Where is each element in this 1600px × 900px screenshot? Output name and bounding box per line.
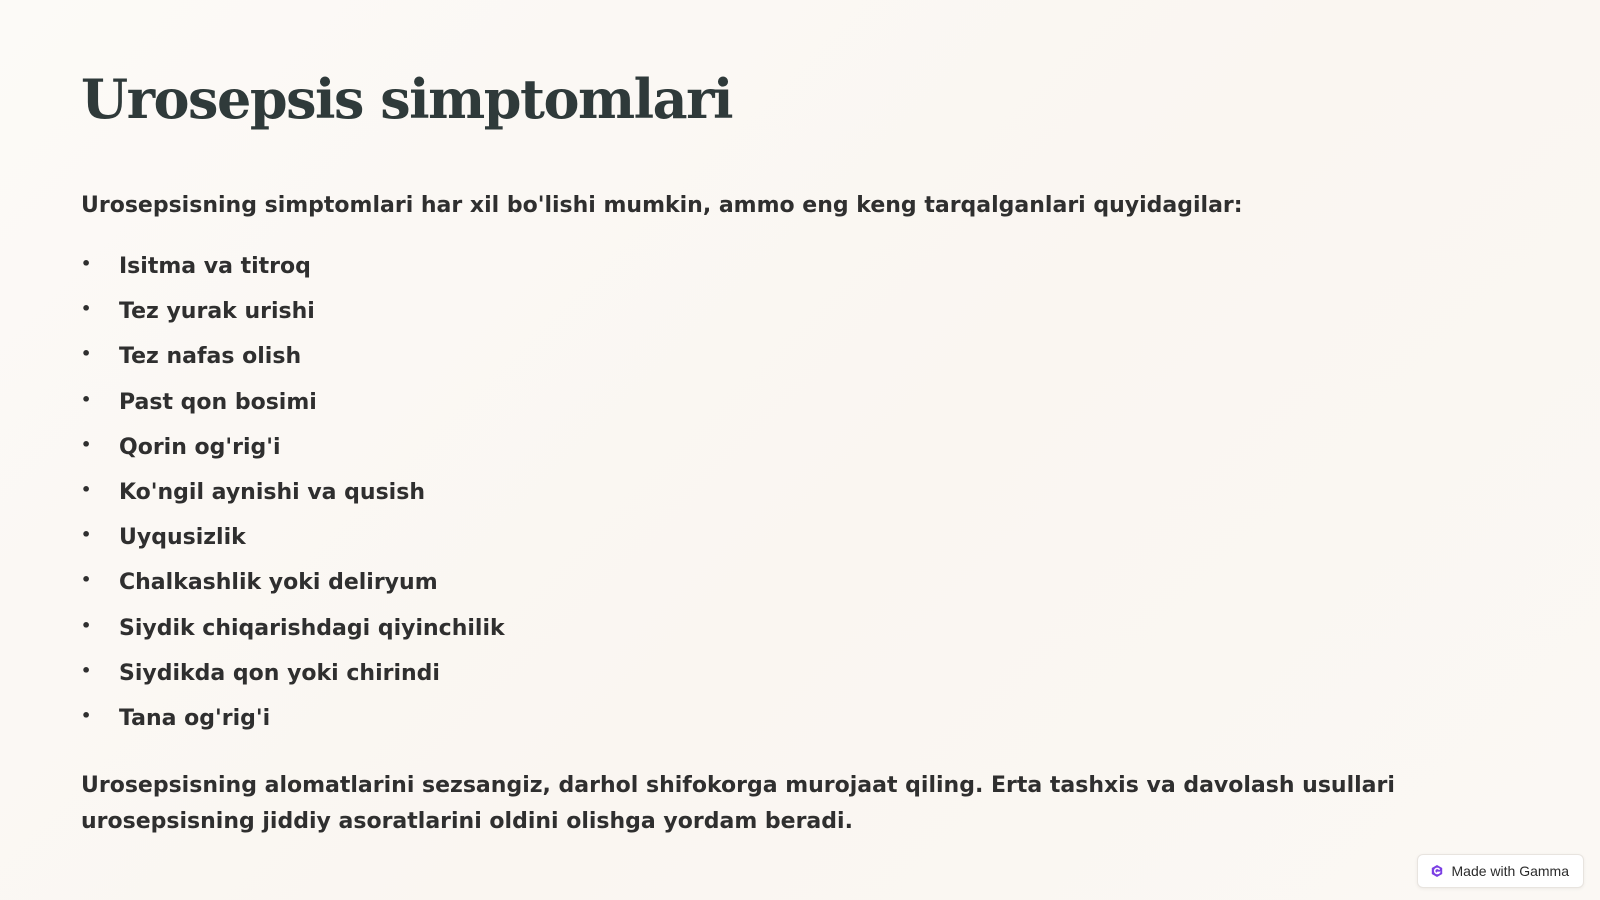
bullet-icon: •	[81, 525, 92, 545]
list-item-text: Tez nafas olish	[119, 344, 302, 370]
bullet-icon: •	[81, 434, 92, 454]
bullet-icon: •	[81, 254, 92, 273]
list-item-text: Ko'ngil aynishi va qusish	[119, 479, 425, 505]
bullet-icon: •	[81, 660, 92, 680]
bullet-icon: •	[81, 705, 92, 725]
made-with-gamma-button[interactable]	[1417, 854, 1584, 888]
list-item-text: Tana og'rig'i	[119, 705, 271, 731]
list-item-text: Chalkashlik yoki deliryum	[119, 570, 438, 596]
bullet-icon: •	[81, 570, 92, 590]
gamma-logo-icon	[1430, 864, 1444, 878]
bullet-icon: •	[81, 389, 92, 409]
badge-label: Made with Gamma	[1451, 863, 1569, 879]
outro-text: Urosepsisning alomatlarini sezsangiz, darhol shifokorga murojaat qiling. Erta tashxis va davolash usullari urosepsisning jiddiy asoratlarini oldini olishga yordam beradi.	[81, 773, 1395, 834]
bullet-icon: •	[81, 615, 92, 635]
list-item-text: Past qon bosimi	[119, 389, 317, 415]
list-item-text: Tez yurak urishi	[119, 299, 315, 325]
list-item-text: Isitma va titroq	[119, 254, 311, 279]
list-item-text: Qorin og'rig'i	[119, 434, 281, 460]
bullet-icon: •	[81, 479, 92, 499]
list-item-text: Siydik chiqarishdagi qiyinchilik	[119, 615, 505, 641]
intro-text: Urosepsisning simptomlari har xil bo'lishi mumkin, ammo eng keng tarqalganlari quyidagilar:	[81, 193, 1243, 218]
list-item-text: Siydikda qon yoki chirindi	[119, 660, 440, 686]
slide-title: Urosepsis simptomlari	[81, 67, 733, 131]
bullet-icon: •	[81, 299, 92, 319]
bullet-icon: •	[81, 344, 92, 364]
list-item-text: Uyqusizlik	[119, 525, 246, 551]
